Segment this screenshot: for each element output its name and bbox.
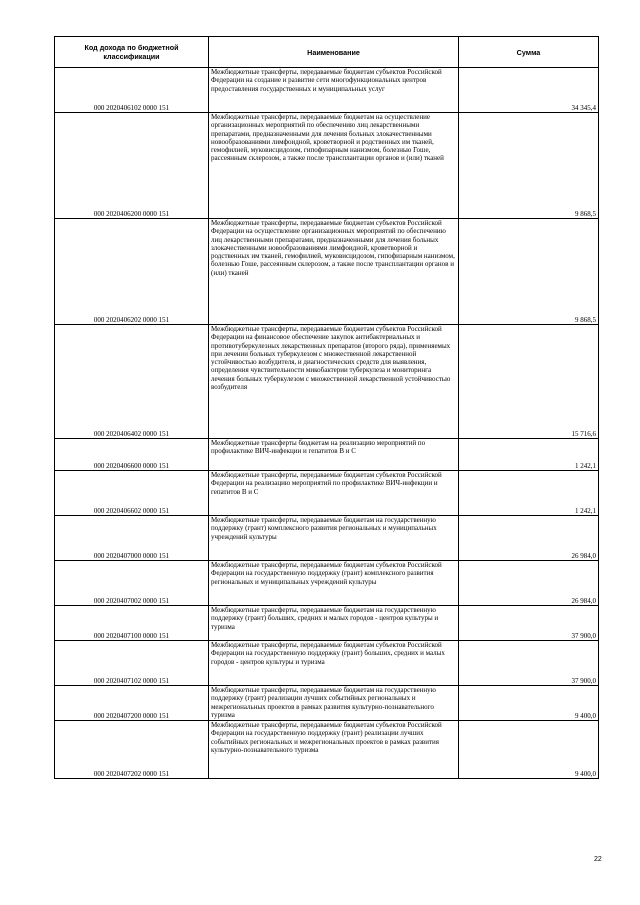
table-row [55,641,599,686]
page-number: 22 [594,856,602,863]
header-sum: Сумма [459,37,599,68]
table-row [55,325,599,439]
sum-cell: 9 868,5 [459,113,599,219]
sum-cell: 9 400,0 [459,686,599,721]
name-cell: Межбюджетные трансферты, передаваемые бюджетам субъектов Российской Федерации на государственную поддержку (грант) реализации лучших событийных региональных и межрегиональных проектов в рамках развития культурно-познавательного туризма [209,721,459,779]
code-cell: 000 2020406202 0000 151 [55,219,209,325]
table-row [55,439,599,471]
name-cell: Межбюджетные трансферты, передаваемые бюджетам субъектов Российской Федерации на реализацию мероприятий по профилактике ВИЧ-инфекции и гепатитов В и С [209,471,459,516]
code-cell: 000 2020406402 0000 151 [55,325,209,439]
sum-cell: 9 400,0 [459,721,599,779]
code-cell: 000 2020407102 0000 151 [55,641,209,686]
sum-cell: 9 868,5 [459,219,599,325]
table-row [55,686,599,721]
sum-cell: 34 345,4 [459,68,599,113]
code-cell: 000 2020406200 0000 151 [55,113,209,219]
header-name: Наименование [209,37,459,68]
code-cell: 000 2020407100 0000 151 [55,606,209,641]
sum-cell: 15 716,6 [459,325,599,439]
name-cell: Межбюджетные трансферты, передаваемые бюджетам субъектов Российской Федерации на финансовое обеспечение закупок антибактериальных и противотуберкулезных лекарственных препаратов (второго ряда), применяемых при лечении больных туберкулезом с множественной лекарственной устойчивостью возбудителя, и диагностических средств для выявления, определения чувствительности микобактерии туберкулеза и мониторинга лечения больных туберкулезом с множественной лекарственной устойчивостью возбудителя [209,325,459,439]
table-row [55,219,599,325]
budget-revenue-table [54,36,599,779]
code-cell: 000 2020406600 0000 151 [55,439,209,471]
code-cell: 000 2020406602 0000 151 [55,471,209,516]
table-row [55,606,599,641]
name-cell: Межбюджетные трансферты бюджетам на реализацию мероприятий по профилактике ВИЧ-инфекции и гепатитов В и С [209,439,459,471]
name-cell: Межбюджетные трансферты, передаваемые бюджетам на государственную поддержку (грант) больших, средних и малых городов - центров культуры и туризма [209,606,459,641]
table-row [55,516,599,561]
name-cell: Межбюджетные трансферты, передаваемые бюджетам на осуществление организационных мероприятий по обеспечению лиц лекарственными препаратами, предназначенными для лечения больных злокачественными новообразованиями лимфоидной, кроветворной и родственных им тканей, гемофилией, муковисцидозом, гипофизарным нанизмом, болезнью Гоше, рассеянным склерозом, а также после трансплантации органов и (или) тканей [209,113,459,219]
sum-cell: 37 900,0 [459,606,599,641]
table-row [55,113,599,219]
code-cell: 000 2020407200 0000 151 [55,686,209,721]
name-cell: Межбюджетные трансферты, передаваемые бюджетам на государственную поддержку (грант) комплексного развития региональных и муниципальных учреждений культуры [209,516,459,561]
sum-cell: 26 984,0 [459,561,599,606]
sum-cell: 1 242,1 [459,439,599,471]
header-code: Код дохода по бюджетной классификации [55,37,209,68]
code-cell: 000 2020406102 0000 151 [55,68,209,113]
table-row [55,68,599,113]
code-cell: 000 2020407002 0000 151 [55,561,209,606]
name-cell: Межбюджетные трансферты, передаваемые бюджетам субъектов Российской Федерации на создание и развитие сети многофункциональных центров предоставления государственных и муниципальных услуг [209,68,459,113]
table-row [55,561,599,606]
sum-cell: 1 242,1 [459,471,599,516]
code-cell: 000 2020407000 0000 151 [55,516,209,561]
sum-cell: 26 984,0 [459,516,599,561]
name-cell: Межбюджетные трансферты, передаваемые бюджетам субъектов Российской Федерации на государственную поддержку (грант) больших, средних и малых городов - центров культуры и туризма [209,641,459,686]
name-cell: Межбюджетные трансферты, передаваемые бюджетам субъектов Российской Федерации на осуществление организационных мероприятий по обеспечению лиц лекарственными препаратами, предназначенными для лечения больных злокачественными новообразованиями лимфоидной, кроветворной и родственных им тканей, гемофилией, муковисцидозом, гипофизарным нанизмом, болезнью Гоше, рассеянным склерозом, а также после трансплантации органов и (или) тканей [209,219,459,325]
name-cell: Межбюджетные трансферты, передаваемые бюджетам субъектов Российской Федерации на государственную поддержку (грант) комплексного развития региональных и муниципальных учреждений культуры [209,561,459,606]
table-header-row [55,37,599,68]
table-row [55,471,599,516]
sum-cell: 37 900,0 [459,641,599,686]
table-body [55,68,599,779]
code-cell: 000 2020407202 0000 151 [55,721,209,779]
table-row [55,721,599,779]
name-cell: Межбюджетные трансферты, передаваемые бюджетам на государственную поддержку (грант) реализации лучших событийных региональных и межрегиональных проектов в рамках развития культурно-познавательного туризма [209,686,459,721]
